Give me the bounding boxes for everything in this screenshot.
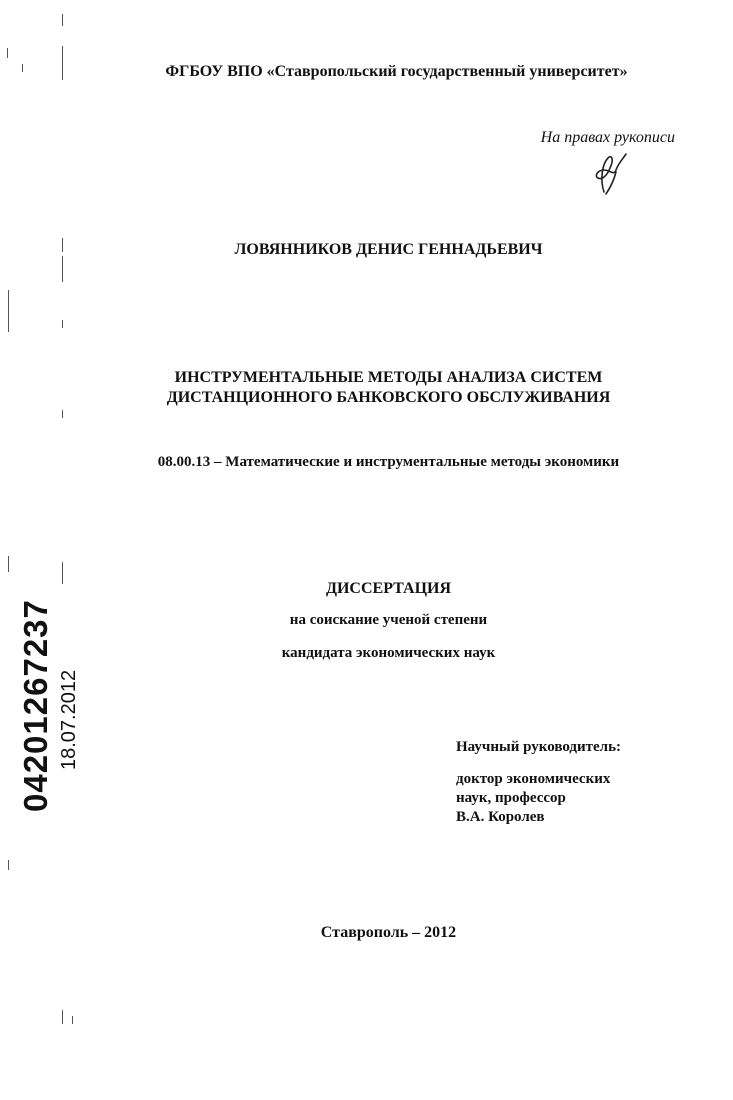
scan-mark: [8, 860, 9, 870]
archive-stamp-code: 04201267237: [17, 599, 54, 812]
scan-mark: [22, 64, 23, 72]
scan-mark: [72, 1016, 73, 1024]
city-year: Ставрополь – 2012: [320, 924, 457, 941]
scan-mark: [62, 320, 63, 328]
supervisor-degree-line-1: доктор экономических: [456, 771, 611, 787]
institution-name: ФГБОУ ВПО «Ставропольский государственный университет»: [165, 63, 628, 80]
document-type: ДИССЕРТАЦИЯ: [325, 580, 452, 597]
supervisor-name: В.А. Королев: [456, 809, 545, 825]
scan-mark: [7, 48, 8, 58]
degree-line-1: на соискание ученой степени: [289, 612, 488, 628]
supervisor-degree-line-2: наук, профессор: [456, 790, 566, 806]
author-name: ЛОВЯННИКОВ ДЕНИС ГЕННАДЬЕВИЧ: [234, 241, 543, 258]
rights-note: На правах рукописи: [540, 129, 675, 146]
scan-mark: [62, 1010, 63, 1024]
degree-line-2: кандидата экономических наук: [281, 645, 496, 661]
scan-mark: [8, 290, 9, 332]
supervisor-label: Научный руководитель:: [456, 739, 621, 755]
archive-stamp-date: 18.07.2012: [58, 669, 80, 770]
scan-mark: [62, 410, 63, 418]
author-signature: [590, 150, 630, 196]
scan-mark: [8, 556, 9, 572]
scan-mark: [62, 256, 63, 282]
thesis-title-line-1: ИНСТРУМЕНТАЛЬНЫЕ МЕТОДЫ АНАЛИЗА СИСТЕМ: [174, 369, 603, 386]
specialty: 08.00.13 – Математические и инструментальные методы экономики: [157, 454, 620, 470]
thesis-title: [22, 368, 733, 408]
thesis-title-line-2: ДИСТАНЦИОННОГО БАНКОВСКОГО ОБСЛУЖИВАНИЯ: [166, 389, 611, 406]
scan-mark: [62, 14, 63, 26]
